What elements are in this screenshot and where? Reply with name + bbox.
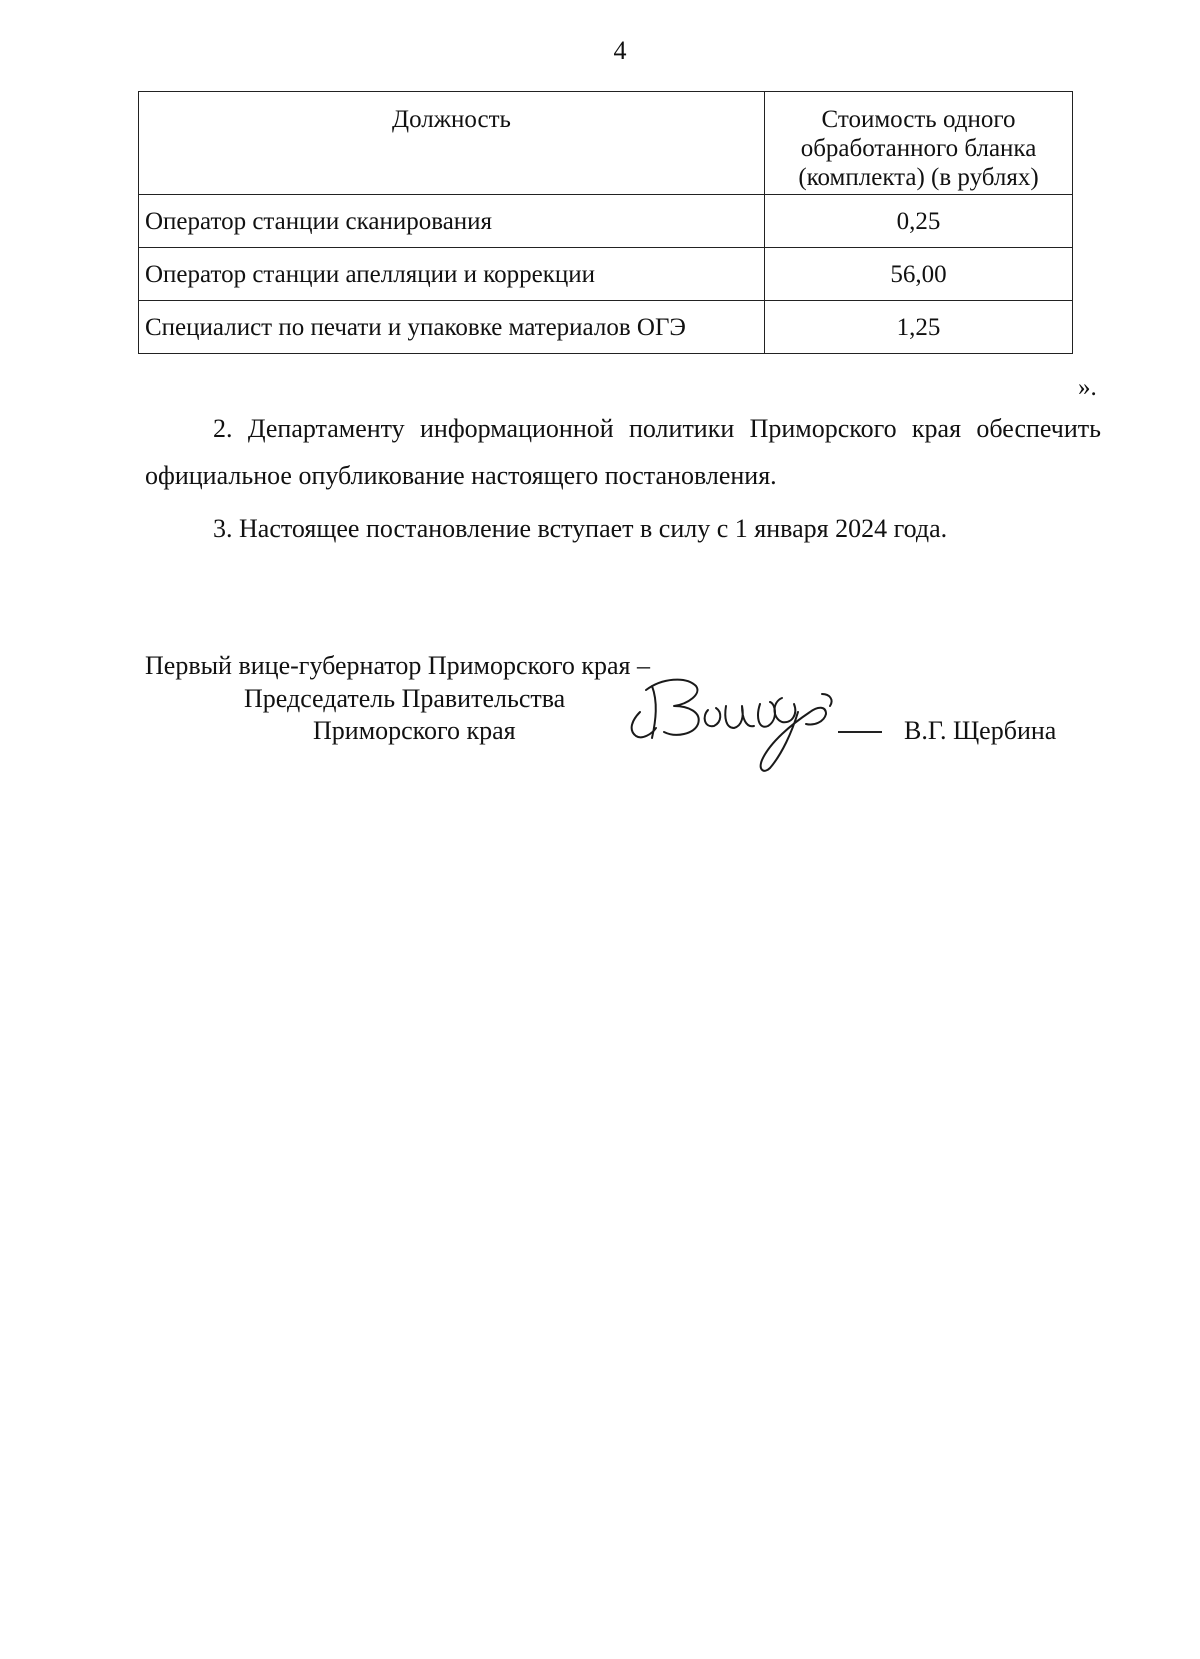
table-row	[139, 195, 1073, 248]
closing-quote: ».	[1078, 374, 1097, 401]
signatory-title-line-1: Первый вице-губернатор Приморского края –	[145, 651, 650, 680]
row-cost: 56,00	[765, 248, 1073, 301]
signatory-title-line-2: Председатель Правительства	[244, 684, 566, 713]
header-position: Должность	[139, 92, 765, 195]
row-cost: 0,25	[765, 195, 1073, 248]
page-number: 4	[613, 36, 627, 65]
row-position: Специалист по печати и упаковке материалов ОГЭ	[139, 301, 765, 354]
table-row	[139, 248, 1073, 301]
header-cost-line: обработанного бланка	[800, 135, 1037, 162]
paragraph-effective-date: 3. Настоящее постановление вступает в силу с 1 января 2024 года.	[213, 514, 948, 543]
row-cost: 1,25	[765, 301, 1073, 354]
header-cost	[765, 92, 1073, 195]
header-cost-line: (комплекта) (в рублях)	[798, 164, 1039, 191]
signature-dash	[838, 731, 882, 733]
table-row	[139, 301, 1073, 354]
header-cost-line: Стоимость одного	[821, 106, 1016, 133]
paragraph-publication: 2. Департаменту информационной политики Приморского края обеспечить официальное опубликование настоящего постановления.	[145, 414, 1101, 490]
signatory-name: В.Г. Щербина	[904, 716, 1057, 745]
row-position: Оператор станции апелляции и коррекции	[139, 248, 765, 301]
signatory-title-line-3: Приморского края	[313, 716, 516, 745]
cost-table	[138, 91, 1073, 354]
row-position: Оператор станции сканирования	[139, 195, 765, 248]
handwritten-signature	[622, 672, 870, 782]
table-header-row	[139, 92, 1073, 195]
